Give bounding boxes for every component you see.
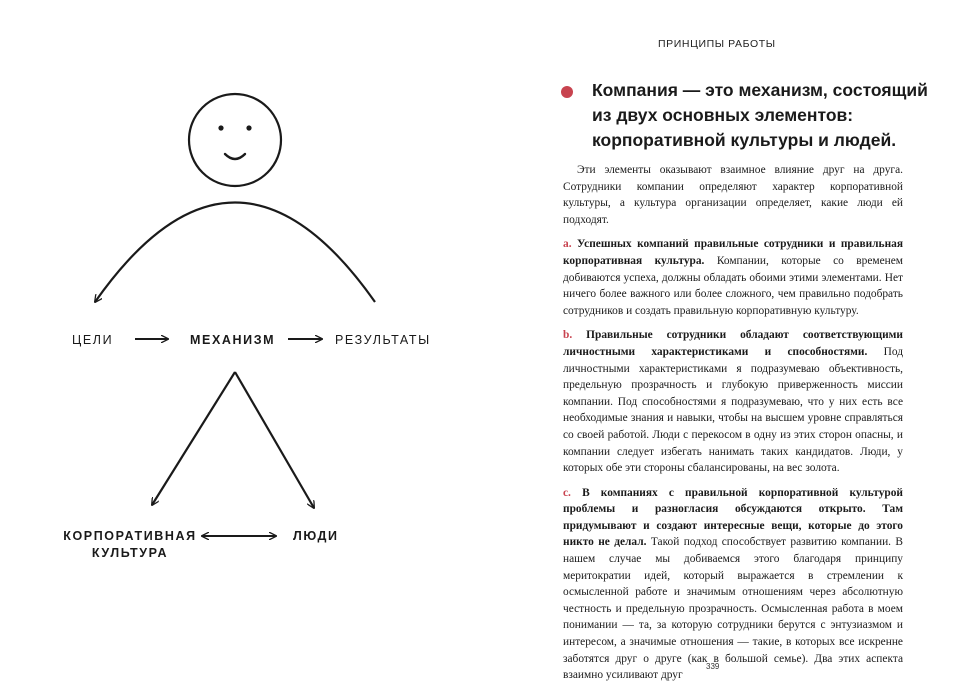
intro-paragraph: Эти элементы оказывают взаимное влияние друг на друга. Сотрудники компании определяют характер корпоративной культуры, а культура организации определяет, какие люди ей подходят. — [563, 164, 903, 226]
subprinciple-marker: c. — [563, 486, 571, 499]
culture-label-line2: КУЛЬТУРА — [91, 546, 169, 560]
subprinciple-marker: b. — [563, 329, 573, 342]
subprinciple-a — [563, 236, 903, 319]
subprinciple-lead: Правильные сотрудники обладают соответствующими личностными характеристиками и способностями. — [563, 329, 903, 358]
heading-line: из двух основных элементов: — [592, 105, 854, 125]
subprinciple-text: Под личностными характеристиками я подразумеваю объективность, предельную прозрачность и глубокую приверженность миссии компании. Под способностями я подразумеваю, что у них есть все необходимые знания и навыки, чтобы на высшем уровне справляться со своей работой. Люди с перекосом в одну из этих сторон опасны, и компании следует избегать нанимать таких кандидатов. Люди, у которых обе эти стороны сбалансированы, на вес золота. — [563, 345, 903, 475]
subprinciple-c — [563, 485, 903, 684]
goals-label: ЦЕЛИ — [72, 333, 114, 347]
mechanism-to-people-arrow — [235, 372, 314, 508]
subprinciple-b — [563, 327, 903, 476]
running-header: ПРИНЦИПЫ РАБОТЫ — [658, 38, 776, 50]
subprinciple-text: Такой подход способствует развитию компании. В нашем случае мы добиваемся этого благодаря принципу меритократии идей, который выражается в стремлении к осмысленной работе и значимым отношениям через абсолютную честность и предельную прозрачность. Осмысленная работа в моем понимании — та, за которую сотрудники берутся с энтузиазмом и интересом, а значимые отношения — такие, в которых все искренне заботятся друг о друге (как в большой семье). Два этих аспекта взаимно усиливают друг — [563, 536, 903, 682]
subprinciple-lead: Успешных компаний правильные сотрудники и правильная корпоративная культура. — [563, 238, 903, 267]
subprinciple-text: Компании, которые со временем добиваются успеха, должны обладать обоими этими элементами. Нет ничего более важного или более сложного, чем правильно подобрать сотрудников и создать правильную корпоративную культуру. — [563, 254, 904, 317]
results-label: РЕЗУЛЬТАТЫ — [335, 333, 431, 347]
page-number: 339 — [706, 662, 720, 671]
right-page — [500, 0, 967, 689]
body-arc-arrow — [95, 203, 375, 303]
heading-line: корпоративной культуры и людей. — [592, 130, 897, 150]
people-label: ЛЮДИ — [293, 529, 339, 543]
principle-bullet-icon — [561, 86, 573, 98]
subprinciple-lead: В компаниях с правильной корпоративной культурой проблемы и разногласия обсуждаются открыто. Там придумывают и создают интересные вещи, которые до этого никто не делал. — [563, 486, 903, 549]
principle-heading — [592, 78, 928, 153]
mechanism-to-culture-arrow — [152, 372, 235, 505]
culture-label-line1: КОРПОРАТИВНАЯ — [63, 529, 197, 543]
heading-line: Компания — это механизм, состоящий — [592, 80, 928, 100]
subprinciple-marker: a. — [563, 238, 572, 251]
smiley-face-icon — [189, 94, 281, 186]
mechanism-label: МЕХАНИЗМ — [190, 333, 276, 347]
principle-body — [563, 162, 903, 692]
